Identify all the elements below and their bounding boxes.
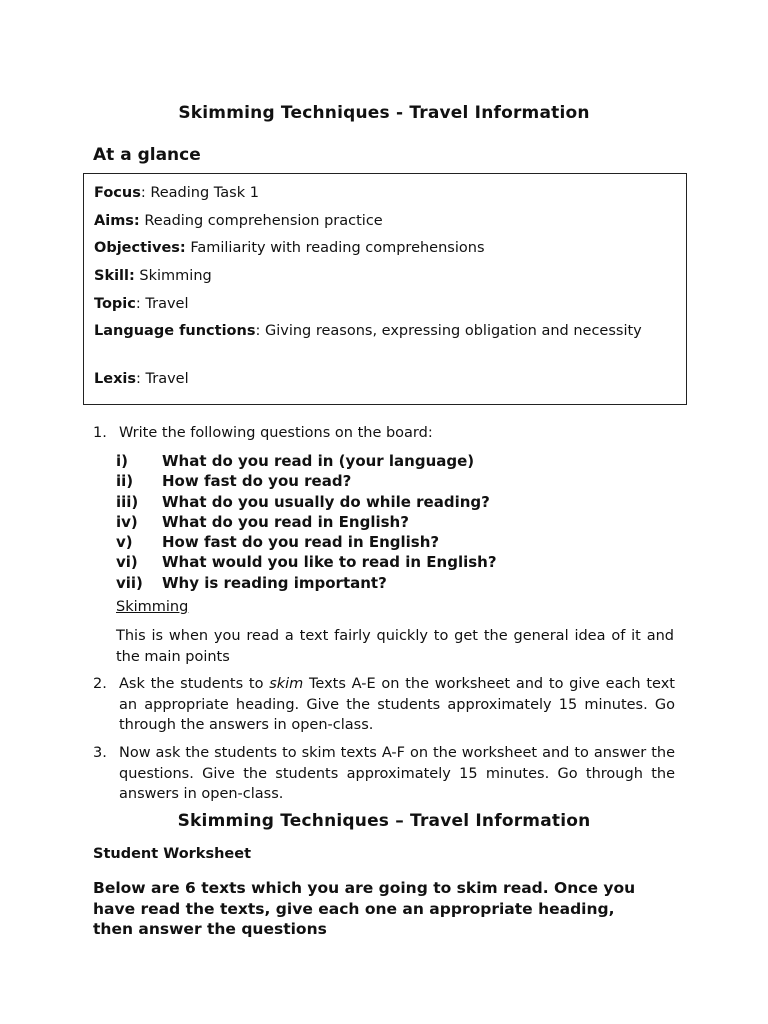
- question-item: [116, 552, 497, 572]
- document-title: Skimming Techniques - Travel Information: [178, 103, 590, 123]
- question-numeral: vi): [116, 553, 138, 571]
- glance-label: Lexis: [94, 371, 137, 387]
- glance-label: Aims:: [94, 213, 140, 229]
- glance-sep: :: [136, 371, 146, 387]
- question-item: [116, 532, 439, 552]
- glance-value: Reading Task 1: [150, 185, 259, 201]
- skimming-definition: This is when you read a text fairly quickly to get the general idea of it and the main points: [116, 628, 674, 665]
- question-numeral: i): [116, 452, 128, 470]
- glance-value: Skimming: [139, 268, 212, 284]
- question-item: [116, 512, 409, 532]
- step-text: Write the following questions on the board:: [119, 425, 433, 441]
- glance-value: Familiarity with reading comprehensions: [190, 240, 485, 256]
- step-3: [93, 743, 675, 805]
- glance-label: Objectives:: [94, 240, 186, 256]
- step-text-part: Texts A-E on the worksheet and to give each text an appropriate heading. Give the students approximately 15 minutes. Go through the answers in open-class.: [119, 676, 675, 733]
- glance-label: Focus: [94, 185, 141, 201]
- glance-sep: :: [140, 185, 151, 201]
- question-numeral: iv): [116, 513, 138, 531]
- question-item: [116, 451, 474, 471]
- question-text: Why is reading important?: [162, 574, 387, 592]
- step-number: 3.: [93, 745, 107, 761]
- worksheet-intro: Below are 6 texts which you are going to skim read. Once you have read the texts, give each one an appropriate heading, then answer the questions: [93, 879, 636, 938]
- question-numeral: iii): [116, 493, 139, 511]
- question-text: How fast do you read?: [162, 472, 352, 490]
- glance-sep: :: [255, 323, 265, 339]
- glance-row-focus: [94, 183, 674, 203]
- question-numeral: ii): [116, 472, 134, 490]
- question-text: What do you read in English?: [162, 513, 409, 531]
- step-text-emphasis: skim: [269, 676, 304, 692]
- glance-label: Topic: [94, 296, 136, 312]
- question-numeral: v): [116, 533, 133, 551]
- glance-row-language-functions: [94, 321, 674, 341]
- at-a-glance-heading: At a glance: [93, 145, 201, 165]
- worksheet-title: Skimming Techniques – Travel Information: [177, 811, 591, 831]
- glance-label: Skill:: [94, 268, 135, 284]
- step-2: [93, 674, 675, 736]
- skimming-subheading: Skimming: [116, 599, 189, 615]
- glance-value: Giving reasons, expressing obligation and necessity: [264, 323, 642, 339]
- glance-value: Travel: [145, 296, 189, 312]
- question-text: How fast do you read in English?: [162, 533, 440, 551]
- step-number: 2.: [93, 676, 107, 692]
- question-item: [116, 471, 351, 491]
- glance-row-topic: [94, 294, 674, 314]
- student-worksheet-label: Student Worksheet: [93, 846, 251, 862]
- question-text: What do you read in (your language): [162, 452, 475, 470]
- step-text: Now ask the students to skim texts A-F on the worksheet and to answer the questions. Give the students approximately 15 minutes. Go through the answers in open-class.: [119, 745, 675, 802]
- step-text-part: Ask the students to: [119, 676, 270, 692]
- glance-row-lexis: [94, 369, 674, 389]
- glance-row-objectives: [94, 238, 674, 258]
- question-numeral: vii): [116, 574, 143, 592]
- question-item: [116, 492, 490, 512]
- question-text: What would you like to read in English?: [162, 553, 497, 571]
- glance-row-aims: [94, 211, 674, 231]
- glance-label: Language functions: [94, 323, 256, 339]
- step-1: [93, 423, 675, 444]
- glance-sep: :: [135, 296, 146, 312]
- step-number: 1.: [93, 425, 107, 441]
- glance-row-skill: [94, 266, 674, 286]
- question-item: [116, 573, 387, 593]
- at-a-glance-box: [83, 173, 687, 405]
- step-text: [93, 674, 675, 736]
- glance-value: Reading comprehension practice: [144, 213, 383, 229]
- question-text: What do you usually do while reading?: [162, 493, 490, 511]
- glance-value: Travel: [145, 371, 189, 387]
